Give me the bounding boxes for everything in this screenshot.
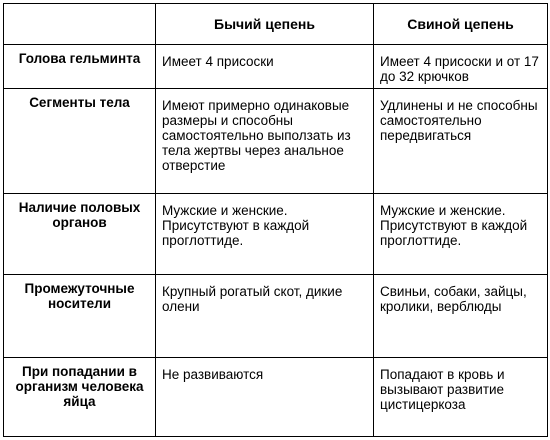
cell-porcine-hosts [374, 274, 548, 357]
cell-text: Не развиваются [162, 367, 264, 383]
cell-text: Имеют примерно одинаковые размеры и способны самостоятельно выползать из тела жертвы через анальное отверстие [162, 98, 351, 174]
tapeworm-comparison-table [3, 3, 548, 437]
row-label-hosts [4, 274, 156, 357]
cell-text: Попадают в кровь и вызывают развитие цистицеркоза [380, 367, 505, 413]
header-bovine-tapeworm: Бычий цепень [156, 4, 374, 45]
row-label-text: Наличие половых органов [18, 199, 141, 230]
table-row [4, 89, 548, 194]
table-row [4, 193, 548, 274]
cell-bovine-head [156, 44, 374, 89]
comparison-table-container [3, 3, 547, 437]
cell-text: Крупный рогатый скот, дикие олени [162, 283, 343, 314]
cell-porcine-reproductive [374, 193, 548, 274]
cell-text: Мужские и женские. Присутствуют в каждой проглоттиде. [380, 202, 528, 248]
cell-bovine-segments [156, 89, 374, 194]
cell-bovine-eggs [156, 358, 374, 437]
row-label-eggs [4, 358, 156, 437]
header-corner-cell [4, 4, 156, 45]
header-porcine-tapeworm: Свиной цепень [374, 4, 548, 45]
table-row [4, 358, 548, 437]
row-label-segments [4, 89, 156, 194]
cell-text: Имеет 4 присоски и от 17 до 32 крючков [380, 53, 539, 84]
table-row [4, 274, 548, 357]
table-row [4, 44, 548, 89]
cell-bovine-reproductive [156, 193, 374, 274]
row-label-text: При попадании в организм человека яйца [15, 364, 144, 410]
cell-text: Свиньи, собаки, зайцы, кролики, верблюды [380, 283, 527, 314]
cell-text: Удлинены и не способны самостоятельно передвигаться [380, 98, 538, 144]
row-label-head [4, 44, 156, 89]
cell-porcine-segments [374, 89, 548, 194]
cell-text: Мужские и женские. Присутствуют в каждой проглоттиде. [162, 202, 310, 248]
table-header-row [4, 4, 548, 45]
row-label-text: Голова гельминта [18, 50, 141, 66]
row-label-text: Промежуточные носители [24, 280, 135, 311]
cell-porcine-eggs [374, 358, 548, 437]
cell-bovine-hosts [156, 274, 374, 357]
row-label-text: Сегменты тела [29, 95, 130, 111]
row-label-reproductive [4, 193, 156, 274]
cell-text: Имеет 4 присоски [162, 53, 274, 69]
cell-porcine-head [374, 44, 548, 89]
